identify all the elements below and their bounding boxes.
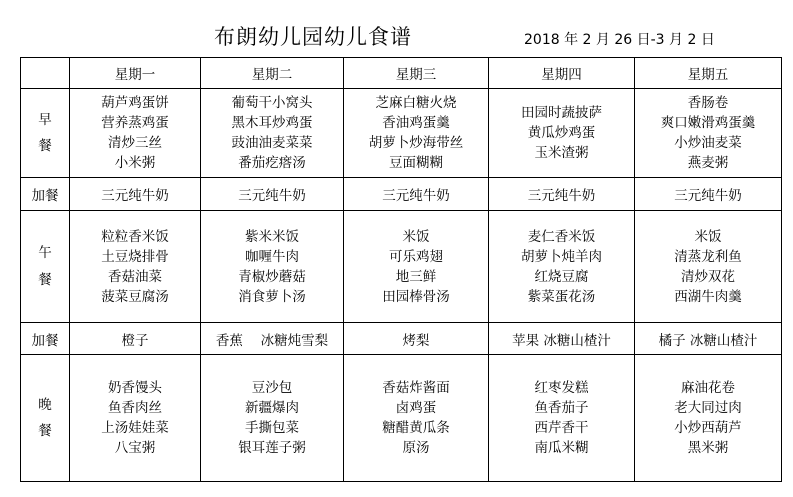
- breakfast-mon: [70, 89, 201, 178]
- menu-item: 鱼香茄子: [534, 400, 589, 416]
- menu-item: 豆面糊糊: [389, 155, 443, 171]
- day-header-wed: 星期三: [344, 58, 489, 89]
- menu-item: 香肠卷: [687, 95, 729, 111]
- menu-item: 香菇油菜: [108, 268, 162, 285]
- snack1-wed: 三元纯牛奶: [344, 178, 489, 211]
- menu-item: 清蒸龙利鱼: [674, 248, 742, 265]
- breakfast-tue: [201, 89, 344, 178]
- menu-item: 米饭: [694, 228, 722, 245]
- snack1-fri: 三元纯牛奶: [635, 178, 782, 211]
- menu-item: 紫米米饭: [245, 228, 299, 245]
- menu-item: 胡萝卜炖羊肉: [521, 248, 602, 265]
- menu-item: 番茄疙瘩汤: [238, 155, 306, 171]
- dinner-fri: [635, 355, 782, 482]
- menu-item: 鱼香肉丝: [108, 400, 162, 416]
- menu-item: 营养蒸鸡蛋: [101, 115, 169, 131]
- menu-table: [20, 57, 782, 482]
- dinner-mon: [70, 355, 201, 482]
- menu-item: 小炒西葫芦: [674, 420, 742, 436]
- snack2-fri: 橘子 冰糖山楂汁: [635, 323, 782, 355]
- menu-item: 黄瓜炒鸡蛋: [527, 125, 596, 141]
- menu-item: 小炒油麦菜: [674, 135, 742, 151]
- menu-item: 胡萝卜炒海带丝: [368, 135, 464, 151]
- menu-item: 田园棒骨汤: [382, 288, 450, 305]
- menu-item: 芝麻白糖火烧: [375, 95, 457, 111]
- menu-item: 小米粥: [114, 155, 156, 171]
- lunch-tue: [201, 211, 344, 323]
- snack1-tue: 三元纯牛奶: [201, 178, 344, 211]
- breakfast-thu: [489, 89, 635, 178]
- snack2-row: [21, 323, 782, 355]
- menu-item: 可乐鸡翅: [389, 248, 443, 265]
- menu-item: 玉米渣粥: [534, 145, 589, 161]
- menu-item: 红枣发糕: [534, 380, 589, 396]
- breakfast-row: [21, 89, 782, 178]
- menu-item: 清炒双花: [681, 268, 735, 285]
- day-header-mon: 星期一: [70, 58, 201, 89]
- snack1-thu: 三元纯牛奶: [489, 178, 635, 211]
- menu-item: 糖醋黄瓜条: [382, 420, 450, 436]
- menu-item: 麦仁香米饭: [527, 228, 596, 245]
- dinner-label: 晚 餐: [21, 355, 70, 482]
- date-range: 2018 年 2 月 26 日-3 月 2 日: [524, 32, 715, 48]
- day-header-thu: 星期四: [489, 58, 635, 89]
- page-title: 布朗幼儿园幼儿食谱: [214, 25, 412, 49]
- lunch-label: 午 餐: [21, 211, 70, 323]
- snack1-mon: 三元纯牛奶: [70, 178, 201, 211]
- menu-item: 银耳莲子粥: [238, 440, 306, 456]
- breakfast-wed: [344, 89, 489, 178]
- menu-item: 豉油油麦菜菜: [231, 135, 313, 151]
- menu-item: 香菇炸酱面: [382, 380, 450, 396]
- corner-cell: [21, 58, 70, 89]
- menu-item: 原汤: [402, 440, 430, 456]
- menu-item: 地三鲜: [395, 268, 437, 285]
- header-row: [21, 58, 782, 89]
- snack2-tue: 香蕉 冰糖炖雪梨: [201, 323, 344, 355]
- day-header-tue: 星期二: [201, 58, 344, 89]
- snack2-thu: 苹果 冰糖山楂汁: [489, 323, 635, 355]
- menu-item: 咖喱牛肉: [245, 248, 299, 265]
- snack1-label: 加餐: [21, 178, 70, 211]
- menu-item: 红烧豆腐: [534, 268, 589, 285]
- menu-item: 香油鸡蛋羹: [382, 115, 450, 131]
- menu-item: 豆沙包: [251, 380, 293, 396]
- lunch-thu: [489, 211, 635, 323]
- snack2-label: 加餐: [21, 323, 70, 355]
- menu-item: 新疆爆肉: [245, 400, 299, 416]
- menu-item: 手撕包菜: [245, 420, 299, 436]
- menu-item: 粒粒香米饭: [101, 228, 169, 245]
- dinner-wed: [344, 355, 489, 482]
- menu-item: 菠菜豆腐汤: [101, 288, 169, 305]
- menu-item: 麻油花卷: [681, 380, 735, 396]
- lunch-row: [21, 211, 782, 323]
- menu-item: 黑米粥: [687, 440, 729, 456]
- lunch-wed: [344, 211, 489, 323]
- menu-item: 燕麦粥: [687, 155, 729, 171]
- menu-item: 南瓜米糊: [534, 440, 589, 456]
- breakfast-fri: [635, 89, 782, 178]
- breakfast-label: 早 餐: [21, 89, 70, 178]
- menu-item: 八宝粥: [114, 440, 156, 456]
- menu-item: 紫菜蛋花汤: [527, 288, 596, 305]
- menu-item: 西芹香干: [534, 420, 589, 436]
- menu-item: 西湖牛肉羹: [674, 288, 742, 305]
- dinner-tue: [201, 355, 344, 482]
- menu-item: 卤鸡蛋: [395, 400, 437, 416]
- menu-item: 田园时蔬披萨: [521, 105, 602, 121]
- day-header-fri: 星期五: [635, 58, 782, 89]
- lunch-mon: [70, 211, 201, 323]
- menu-item: 青椒炒蘑菇: [238, 268, 306, 285]
- menu-item: 消食萝卜汤: [238, 288, 306, 305]
- menu-item: 葫芦鸡蛋饼: [101, 95, 169, 111]
- menu-item: 葡萄干小窝头: [231, 95, 313, 111]
- menu-item: 上汤娃娃菜: [101, 420, 169, 436]
- snack2-wed: 烤梨: [344, 323, 489, 355]
- dinner-row: [21, 355, 782, 482]
- menu-item: 清炒三丝: [108, 135, 162, 151]
- lunch-fri: [635, 211, 782, 323]
- menu-item: 奶香馒头: [108, 380, 162, 396]
- menu-item: 土豆烧排骨: [101, 248, 169, 265]
- snack2-mon: 橙子: [70, 323, 201, 355]
- menu-item: 米饭: [402, 228, 430, 245]
- menu-item: 爽口嫩滑鸡蛋羹: [660, 115, 756, 131]
- menu-item: 老大同过肉: [674, 400, 742, 416]
- snack1-row: [21, 178, 782, 211]
- dinner-thu: [489, 355, 635, 482]
- menu-item: 黑木耳炒鸡蛋: [231, 115, 313, 131]
